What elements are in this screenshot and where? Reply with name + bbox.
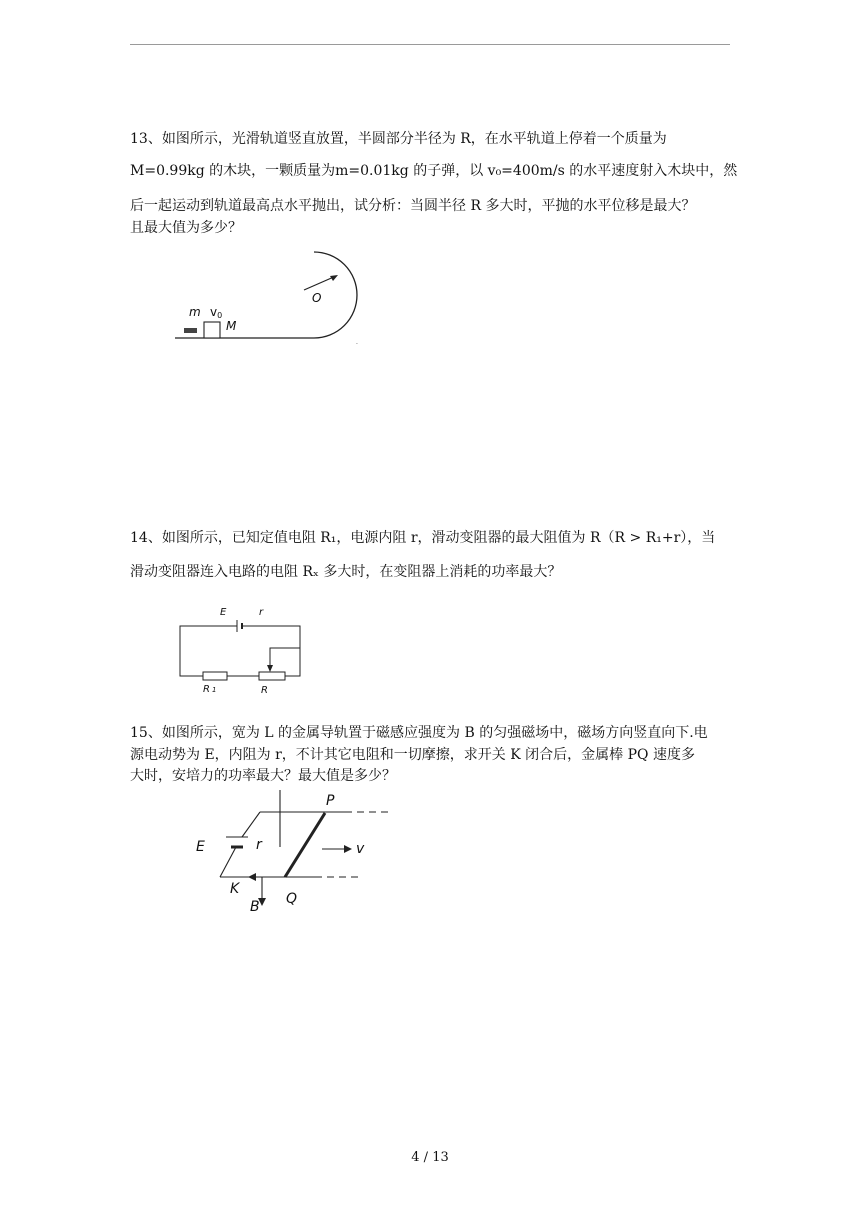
q14-circuit [175,600,310,700]
page-separator: / [423,1150,429,1165]
label-r: r [256,837,262,853]
q15-line-2: 源电动势为 E，内阻为 r，不计其它电阻和一切摩擦，求开关 K 闭合后，金属棒 PQ 速度多 [130,747,695,763]
label-K: K [230,881,240,897]
left-side-lower [220,847,236,877]
label-R1: R 1 [203,684,217,695]
label-r: r [259,607,264,618]
q14-line-2: 滑动变阻器连入电路的电阻 Rₓ 多大时，在变阻器上消耗的功率最大？ [130,564,562,580]
q15-line-1: 15、如图所示，宽为 L 的金属导轨置于磁感应强度为 B 的匀强磁场中，磁场方向竖直向下.电 [130,725,708,741]
page-total: 13 [432,1150,449,1165]
bullet-icon [184,328,197,333]
label-v: v [356,841,365,857]
rheostat-r [259,672,285,680]
q13-line-2: M=0.99kg 的木块，一颗质量为m=0.01kg 的子弹，以 v₀=400m/s 的水平速度射入木块中，然 [130,163,738,179]
q13-line-3: 后一起运动到轨道最高点水平抛出，试分析：当圆半径 R 多大时，平抛的水平位移是最大？ [130,198,696,214]
q14-line-1: 14、如图所示，已知定值电阻 R₁，电源内阻 r，滑动变阻器的最大阻值为 R（R > R₁+r），当 [130,530,716,546]
header-rule [130,44,730,45]
label-Q: Q [286,891,298,907]
velocity-arrowhead [344,845,352,853]
label-O: O [312,291,322,305]
slider-arrowhead [267,665,273,672]
label-B: B [250,899,260,915]
radius-line [304,276,336,290]
label-E: E [196,839,205,855]
wire-left [180,626,237,676]
q13-line-4: 且最大值为多少？ [130,220,242,236]
rod-pq [285,813,325,877]
left-side-upper [242,812,260,837]
label-m: m [189,305,201,319]
label-v0: v0 [210,305,223,320]
q13-figure [170,240,370,350]
q15-line-3: 大时，安培力的功率最大？最大值是多少？ [130,768,396,784]
block-icon [204,322,220,338]
resistor-r1 [203,672,227,680]
radius-arrowhead [330,275,338,281]
page-number [0,1150,860,1165]
track-line [175,252,357,338]
slider-wire [270,648,300,666]
current-arrowhead [248,873,256,881]
q13-line-1: 13、如图所示，光滑轨道竖直放置，半圆部分半径为 R，在水平轨道上停着一个质量为 [130,131,667,147]
label-R: R [261,685,268,696]
label-M: M [226,319,237,333]
page-current: 4 [411,1150,420,1165]
label-P: P [326,793,335,809]
q15-figure [190,785,400,915]
tick-mark: . [356,339,358,346]
label-E: E [220,607,227,618]
